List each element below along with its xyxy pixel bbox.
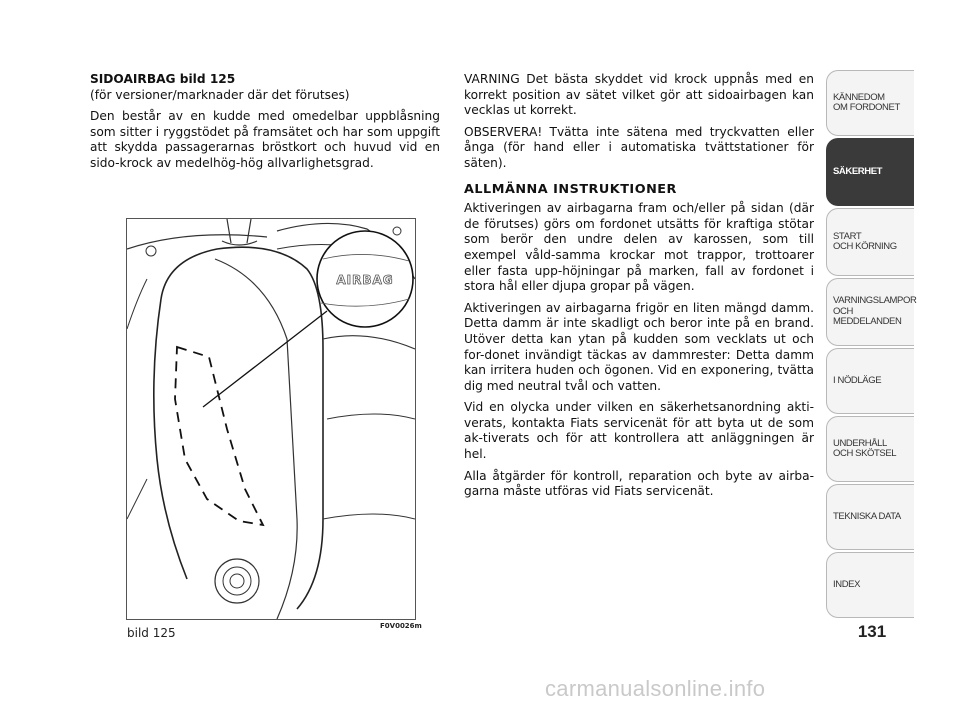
right-column bbox=[464, 72, 814, 506]
tab-sakerhet[interactable]: SÄKERHET bbox=[826, 138, 914, 206]
left-column bbox=[90, 72, 440, 178]
tab-start-och-korning[interactable]: START OCH KÖRNING bbox=[826, 208, 914, 276]
tab-kannedom-om-fordonet[interactable]: KÄNNEDOM OM FORDONET bbox=[826, 70, 914, 136]
seat-airbag-figure bbox=[126, 218, 416, 620]
seat-illustration bbox=[127, 219, 415, 619]
body-paragraph: Aktiveringen av airbagarna frigör en liten mängd damm. Detta damm är inte skadligt och beror inte på en brand. Utöver detta kan ytan på kudden som vecklats ut och for-donet invändigt täckas av dammrester: Detta damm kan irritera huden och ögonen. Vid en exponering, tvätta dig med neutral tvål och vatten. bbox=[464, 300, 814, 393]
figure-caption: bild 125 bbox=[127, 626, 176, 640]
warning-paragraph: VARNING Det bästa skyddet vid krock uppnås med en korrekt position av sätet vilket gör att sidoairbagen kan vecklas ut korrekt. bbox=[464, 72, 814, 118]
section-subtitle: (för versioner/marknader där det förutses) bbox=[90, 87, 350, 102]
general-instructions-heading: ALLMÄNNA INSTRUKTIONER bbox=[464, 181, 677, 197]
tab-varningslampor-och-meddelanden[interactable]: VARNINGSLAMPOR OCH MEDDELANDEN bbox=[826, 278, 914, 346]
airbag-callout-label: AIRBAG bbox=[336, 273, 394, 287]
body-paragraph: Aktiveringen av airbagarna fram och/eller på sidan (där de förutses) görs om fordonet utsätts för kraftiga stötar som berör den undre delen av karossen, som till exempel våld-samma krockar mot trappor, trottoarer eller fasta upp-höjningar på marken, fall av fordonet i stora hål eller djupa gropar på vägen. bbox=[464, 201, 814, 294]
note-paragraph: OBSERVERA! Tvätta inte sätena med tryckvatten eller ånga (för hand eller i automatiska tvättstationer för säten). bbox=[464, 124, 814, 170]
figure-code: F0V0026m bbox=[380, 622, 422, 630]
body-paragraph: Vid en olycka under vilken en säkerhetsanordning akti-verats, kontakta Fiats servicenät för att byta ut de som ak-tiverats och för att kontrollera att anläggningen är hel. bbox=[464, 400, 814, 462]
body-paragraph: Alla åtgärder för kontroll, reparation och byte av airba-garna måste utföras vid Fiats servicenät. bbox=[464, 468, 814, 499]
watermark: carmanualsonline.info bbox=[545, 676, 766, 701]
tab-i-nodlage[interactable]: I NÖDLÄGE bbox=[826, 348, 914, 414]
tab-underhall-och-skotsel[interactable]: UNDERHÅLL OCH SKÖTSEL bbox=[826, 416, 914, 482]
tab-index[interactable]: INDEX bbox=[826, 552, 914, 618]
tab-tekniska-data[interactable]: TEKNISKA DATA bbox=[826, 484, 914, 550]
section-title: SIDOAIRBAG bild 125 bbox=[90, 72, 236, 86]
page-number: 131 bbox=[857, 622, 887, 641]
description-paragraph: Den består av en kudde med omedelbar uppblåsning som sitter i ryggstödet på framsätet och har som uppgift att skydda passagerarnas bröstkort och huvud vid en sido-krock av medelhög-hög allvarlighetsgrad. bbox=[90, 109, 440, 170]
